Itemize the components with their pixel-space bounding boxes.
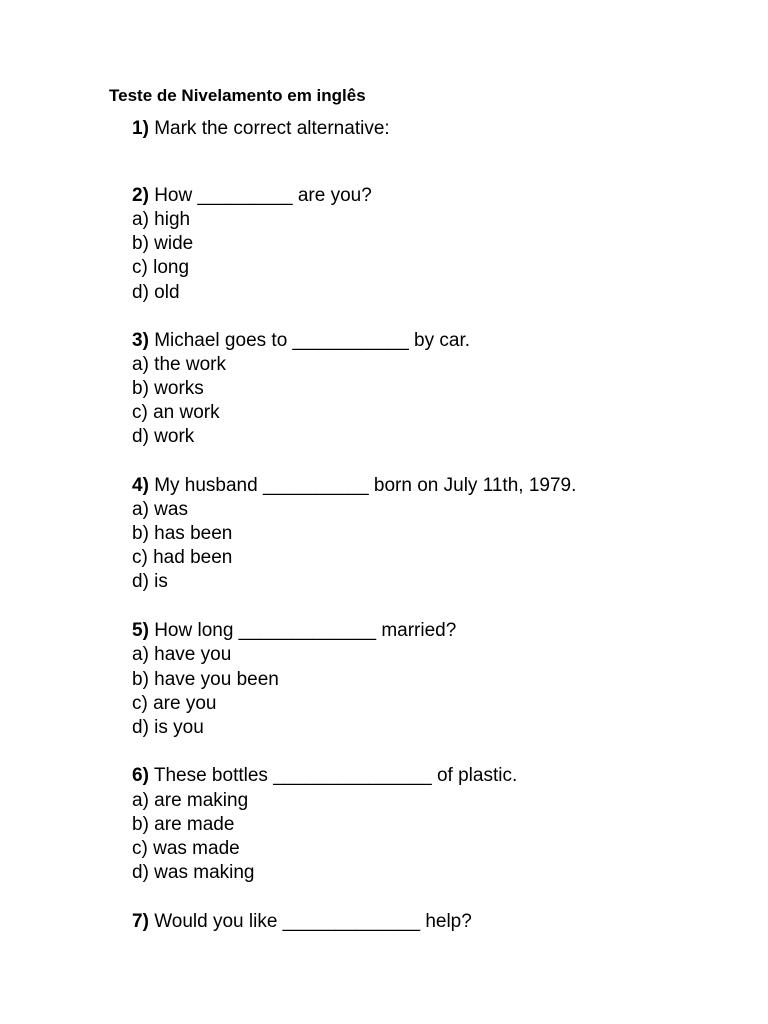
option: c) are you (132, 693, 217, 714)
option: b) has been (132, 523, 233, 544)
question-number: 4) (132, 475, 149, 496)
option: d) work (132, 426, 195, 447)
option: c) was made (132, 838, 240, 859)
question-4 (132, 474, 576, 498)
option: c) an work (132, 402, 220, 423)
option: d) old (132, 282, 180, 303)
option: a) was (132, 499, 188, 520)
question-text: Mark the correct alternative: (154, 118, 390, 139)
question-text: These bottles _______________ of plastic. (153, 765, 518, 786)
option: b) are made (132, 814, 235, 835)
option: b) have you been (132, 669, 279, 690)
option: c) long (132, 257, 190, 278)
page-title: Teste de Nivelamento em inglês (109, 86, 366, 105)
option: a) high (132, 209, 191, 230)
question-number: 1) (132, 118, 149, 139)
question-number: 6) (132, 765, 149, 786)
question-6 (132, 764, 517, 788)
question-5 (132, 619, 456, 643)
option: a) are making (132, 790, 249, 811)
option: d) is you (132, 717, 204, 738)
option: b) wide (132, 233, 194, 254)
option: c) had been (132, 547, 233, 568)
question-number: 7) (132, 911, 149, 932)
question-7 (132, 910, 472, 934)
question-text: Would you like _____________ help? (154, 911, 472, 932)
question-number: 3) (132, 330, 149, 351)
option: d) is (132, 571, 168, 592)
question-2 (132, 184, 372, 208)
question-text: My husband __________ born on July 11th, 1979. (154, 475, 577, 496)
question-number: 2) (132, 185, 149, 206)
question-text: Michael goes to ___________ by car. (154, 330, 471, 351)
question-3 (132, 329, 470, 353)
option: a) have you (132, 644, 232, 665)
question-1 (132, 117, 390, 141)
option: d) was making (132, 862, 255, 883)
question-number: 5) (132, 620, 149, 641)
question-text: How long _____________ married? (154, 620, 457, 641)
option: b) works (132, 378, 204, 399)
option: a) the work (132, 354, 226, 375)
question-text: How _________ are you? (154, 185, 372, 206)
